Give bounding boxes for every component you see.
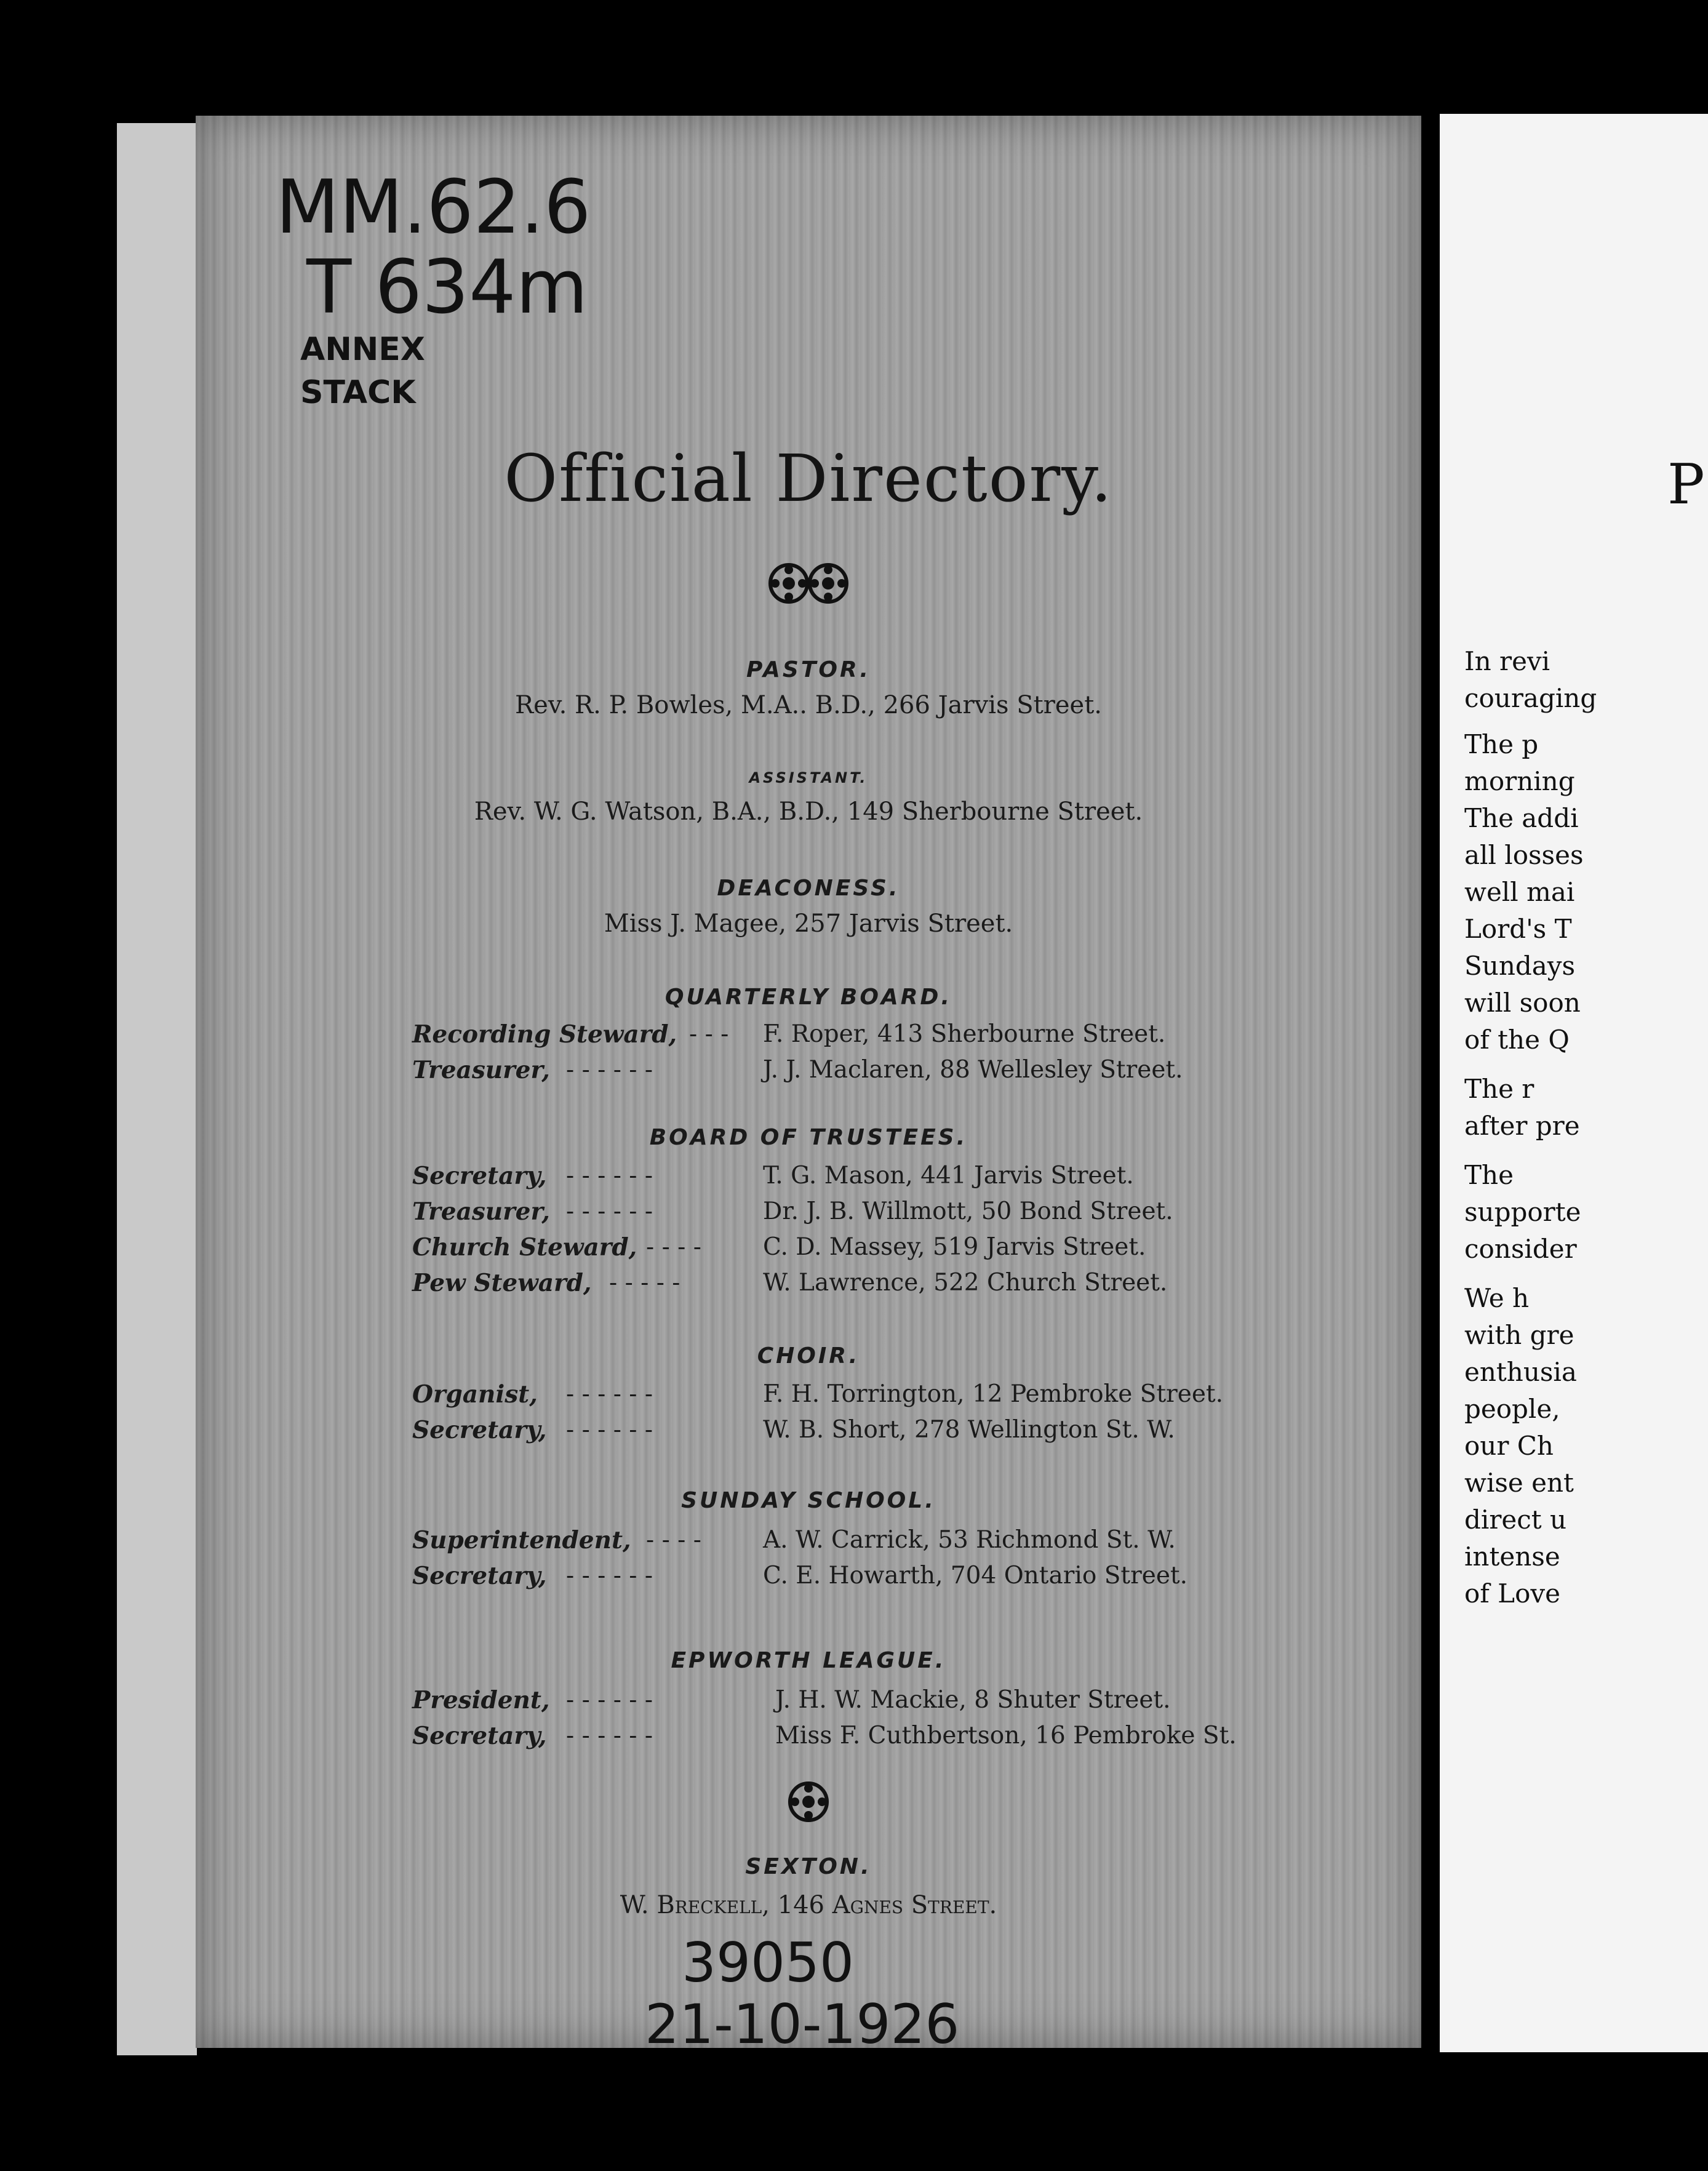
role-dots: - - - — [689, 1020, 729, 1048]
right-page-fragment — [1440, 114, 1708, 2052]
deaconess-line: Miss J. Magee, 257 Jarvis Street. — [604, 910, 1013, 938]
role-label: Secretary, — [412, 1162, 547, 1190]
left-page-edge — [117, 123, 197, 2055]
assistant-line: Rev. W. G. Watson, B.A., B.D., 149 Sherbourne Street. — [474, 798, 1143, 826]
list-item — [412, 1269, 1421, 1300]
right-page-line: of Love — [1464, 1578, 1560, 1609]
handwritten-accession-number: 39050 — [682, 1931, 854, 1994]
role-label: Church Steward, — [412, 1233, 637, 1261]
role-value: A. W. Carrick, 53 Richmond St. W. — [763, 1526, 1176, 1554]
role-value: F. Roper, 413 Sherbourne Street. — [763, 1020, 1166, 1048]
list-item — [412, 1526, 1421, 1557]
right-page-line: supporte — [1464, 1197, 1581, 1227]
right-page-line: The p — [1464, 729, 1539, 759]
right-page-line: couraging — [1464, 683, 1597, 713]
role-dots: - - - - — [646, 1526, 701, 1554]
right-page-line: will soon — [1464, 988, 1581, 1018]
role-label: Secretary, — [412, 1562, 547, 1590]
right-page-line: In revi — [1464, 646, 1550, 676]
right-page-line: of the Q — [1464, 1025, 1570, 1055]
right-page-line: Sundays — [1464, 951, 1576, 981]
list-item — [412, 1197, 1421, 1228]
list-item — [412, 1380, 1421, 1411]
right-page-line: We h — [1464, 1283, 1529, 1313]
role-label: Treasurer, — [412, 1056, 550, 1084]
right-page-line: with gre — [1464, 1320, 1574, 1350]
role-value: T. G. Mason, 441 Jarvis Street. — [763, 1162, 1134, 1189]
sunday-school-heading: SUNDAY SCHOOL. — [681, 1488, 936, 1513]
flower-ornament-icon — [196, 559, 1421, 610]
role-label: Organist, — [412, 1380, 538, 1409]
directory-card — [196, 116, 1421, 2048]
role-dots: - - - - - - — [566, 1162, 653, 1189]
handwritten-call-number-1: MM.62.6 — [276, 165, 591, 250]
role-label: Recording Steward, — [412, 1020, 677, 1049]
role-value: C. E. Howarth, 704 Ontario Street. — [763, 1562, 1187, 1589]
right-page-line: morning — [1464, 766, 1575, 796]
role-value: J. J. Maclaren, 88 Wellesley Street. — [763, 1056, 1183, 1084]
list-item — [412, 1722, 1421, 1753]
right-page-line: well mai — [1464, 877, 1575, 907]
assistant-heading: ASSISTANT. — [749, 769, 868, 786]
list-item — [412, 1416, 1421, 1447]
role-value: Miss F. Cuthbertson, 16 Pembroke St. — [775, 1722, 1237, 1749]
role-dots: - - - - - - — [566, 1380, 653, 1408]
role-label: Treasurer, — [412, 1197, 550, 1226]
flower-ornament-icon — [196, 1777, 1421, 1829]
role-dots: - - - - — [646, 1233, 701, 1261]
right-page-line: after pre — [1464, 1111, 1580, 1141]
choir-heading: CHOIR. — [757, 1343, 860, 1369]
role-value: Dr. J. B. Willmott, 50 Bond Street. — [763, 1197, 1173, 1225]
role-label: Secretary, — [412, 1416, 547, 1444]
right-page-line: our Ch — [1464, 1431, 1554, 1461]
annex-stamp-line1: ANNEX — [300, 331, 425, 368]
role-label: President, — [412, 1686, 550, 1714]
role-label: Superintendent, — [412, 1526, 631, 1554]
quarterly-board-heading: QUARTERLY BOARD. — [664, 985, 952, 1010]
sexton-heading: SEXTON. — [745, 1854, 872, 1879]
right-page-line: enthusia — [1464, 1357, 1577, 1387]
page-title: Official Directory. — [504, 441, 1113, 516]
sexton-line: W. Breckell, 146 Agnes Street. — [620, 1891, 997, 1919]
role-dots: - - - - - - — [566, 1197, 653, 1225]
list-item — [412, 1562, 1421, 1593]
list-item — [412, 1233, 1421, 1264]
role-dots: - - - - - - — [566, 1722, 653, 1749]
right-page-line: all losses — [1464, 840, 1584, 870]
role-dots: - - - - - - — [566, 1056, 653, 1084]
role-dots: - - - - - - — [566, 1562, 653, 1589]
list-item — [412, 1056, 1421, 1087]
role-dots: - - - - - - — [566, 1416, 653, 1444]
deaconess-heading: DEACONESS. — [717, 876, 900, 901]
role-value: W. Lawrence, 522 Church Street. — [763, 1269, 1168, 1297]
list-item — [412, 1686, 1421, 1717]
right-page-line: direct u — [1464, 1505, 1567, 1535]
right-page-line: wise ent — [1464, 1468, 1574, 1498]
epworth-league-heading: EPWORTH LEAGUE. — [671, 1648, 946, 1673]
role-label: Secretary, — [412, 1722, 547, 1750]
role-dots: - - - - - — [609, 1269, 680, 1297]
right-page-line: people, — [1464, 1394, 1560, 1424]
board-of-trustees-heading: BOARD OF TRUSTEES. — [649, 1125, 968, 1150]
role-value: W. B. Short, 278 Wellington St. W. — [763, 1416, 1175, 1444]
right-page-line: consider — [1464, 1234, 1577, 1264]
list-item — [412, 1162, 1421, 1193]
right-page-line: The r — [1464, 1074, 1534, 1104]
role-label: Pew Steward, — [412, 1269, 592, 1297]
role-dots: - - - - - - — [566, 1686, 653, 1714]
list-item — [412, 1020, 1421, 1051]
handwritten-date: 21-10-1926 — [645, 1993, 960, 2048]
right-page-line: intense — [1464, 1541, 1560, 1572]
role-value: F. H. Torrington, 12 Pembroke Street. — [763, 1380, 1223, 1408]
right-page-line: Lord's T — [1464, 914, 1572, 944]
right-page-line: The addi — [1464, 803, 1579, 833]
role-value: C. D. Massey, 519 Jarvis Street. — [763, 1233, 1146, 1261]
pastor-line: Rev. R. P. Bowles, M.A.. B.D., 266 Jarvis Street. — [514, 691, 1103, 719]
pastor-heading: PASTOR. — [746, 657, 871, 682]
right-page-line: The — [1464, 1160, 1514, 1190]
handwritten-call-number-2: T 634m — [306, 245, 588, 330]
role-value: J. H. W. Mackie, 8 Shuter Street. — [775, 1686, 1171, 1714]
annex-stamp-line2: STACK — [300, 374, 416, 411]
right-page-heading-fragment: P — [1667, 452, 1705, 517]
